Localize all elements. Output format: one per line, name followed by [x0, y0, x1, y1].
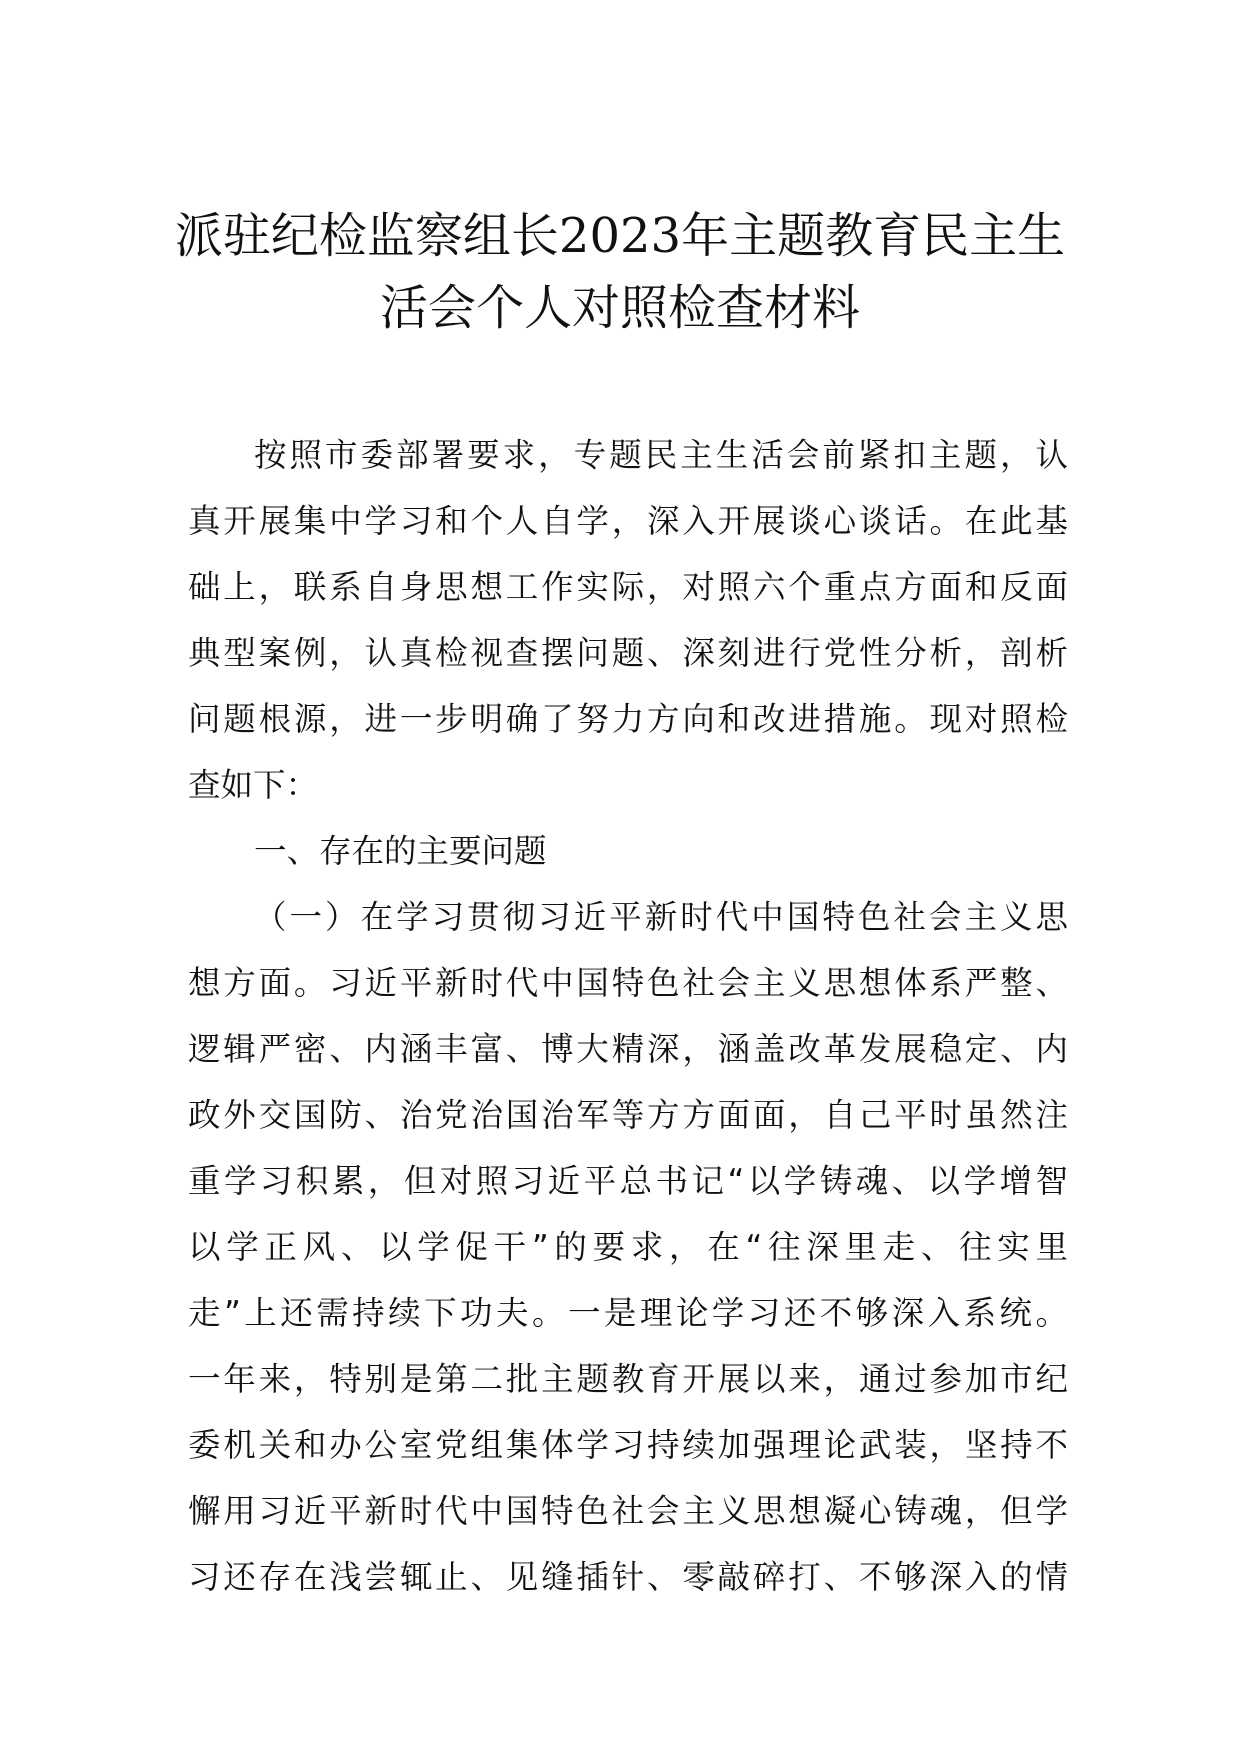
body-line: 逻辑严密、内涵丰富、博大精深，涵盖改革发展稳定、内 — [188, 1030, 1068, 1068]
body-line: 查如下： — [188, 766, 319, 804]
body-line: 一、存在的主要问题 — [254, 832, 547, 870]
body-line: 真开展集中学习和个人自学，深入开展谈心谈话。在此基 — [188, 502, 1068, 540]
body-line: 典型案例，认真检视查摆问题、深刻进行党性分析，剖析 — [188, 634, 1068, 672]
body-line: 重学习积累，但对照习近平总书记“以学铸魂、以学增智 — [188, 1162, 1068, 1200]
title-line-2: 活会个人对照检查材料 — [379, 280, 860, 336]
body-line: 础上，联系自身思想工作实际，对照六个重点方面和反面 — [188, 568, 1068, 606]
body-line: 习还存在浅尝辄止、见缝插针、零敲碎打、不够深入的情 — [188, 1558, 1068, 1596]
body-line: 想方面。习近平新时代中国特色社会主义思想体系严整、 — [188, 964, 1068, 1002]
body-line: 问题根源，进一步明确了努力方向和改进措施。现对照检 — [188, 700, 1068, 738]
body-line: （一）在学习贯彻习近平新时代中国特色社会主义思 — [254, 898, 1068, 936]
body-line: 按照市委部署要求，专题民主生活会前紧扣主题，认 — [254, 436, 1068, 474]
body-line: 一年来，特别是第二批主题教育开展以来，通过参加市纪 — [188, 1360, 1068, 1398]
document-body — [188, 422, 1068, 1610]
document-title — [150, 200, 1090, 344]
body-line: 政外交国防、治党治国治军等方方面面，自己平时虽然注 — [188, 1096, 1068, 1134]
body-line: 走”上还需持续下功夫。一是理论学习还不够深入系统。 — [188, 1294, 1068, 1332]
body-line: 懈用习近平新时代中国特色社会主义思想凝心铸魂，但学 — [188, 1492, 1068, 1530]
body-line: 以学正风、以学促干”的要求，在“往深里走、往实里 — [188, 1228, 1068, 1266]
body-line: 委机关和办公室党组集体学习持续加强理论武装，坚持不 — [188, 1426, 1068, 1464]
title-line-1: 派驻纪检监察组长2023年主题教育民主生 — [174, 208, 1066, 264]
